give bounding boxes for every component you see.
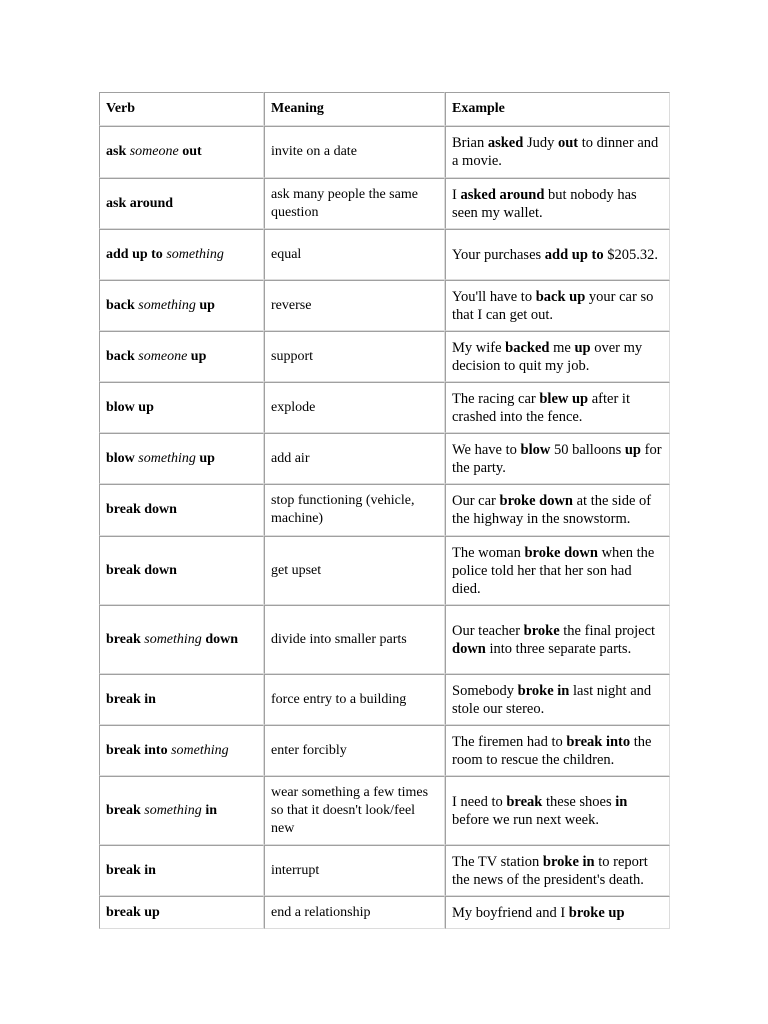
- example-text-segment: break into: [566, 733, 631, 750]
- example-text-segment: up: [574, 339, 591, 356]
- verb-text-segment: break in: [106, 862, 156, 878]
- example-text-segment: We have to: [452, 441, 521, 458]
- verb-text-segment: break down: [106, 502, 177, 517]
- verb-text-segment: break: [106, 802, 145, 818]
- example-text-segment: $205.32.: [603, 246, 658, 263]
- table-row: [99, 484, 670, 536]
- verb-text-segment: something: [144, 802, 202, 818]
- meaning-cell: enter forcibly: [264, 725, 445, 776]
- example-text-segment: broke down: [499, 493, 573, 509]
- table-row: [99, 536, 670, 605]
- example-cell: [445, 484, 670, 536]
- meaning-cell: add air: [264, 433, 445, 484]
- meaning-cell: end a relationship: [264, 896, 445, 929]
- verb-text-segment: up: [195, 450, 215, 466]
- header-meaning: Meaning: [264, 92, 445, 126]
- table-body: [99, 92, 670, 929]
- example-cell: [445, 331, 670, 382]
- example-text-segment: out: [557, 135, 579, 151]
- example-text-segment: 50 balloons: [550, 441, 625, 458]
- example-text-segment: down: [452, 640, 486, 657]
- example-text-segment: up: [624, 441, 641, 458]
- meaning-cell: wear something a few times so that it doesn't look/feel new: [264, 776, 445, 845]
- table-row: [99, 725, 670, 776]
- meaning-cell: invite on a date: [264, 126, 445, 178]
- example-text-segment: the final project: [559, 622, 656, 639]
- verb-text-segment: break up: [106, 904, 160, 920]
- example-text-segment: Somebody: [452, 682, 518, 699]
- verb-cell: [99, 674, 264, 725]
- example-text-segment: The TV station: [452, 853, 543, 870]
- verb-text-segment: break: [106, 631, 145, 647]
- verb-text-segment: something: [138, 297, 196, 313]
- verb-text-segment: blow: [106, 450, 139, 466]
- example-text-segment: broke up: [568, 904, 625, 921]
- example-text-segment: broke down: [524, 544, 598, 561]
- table-row: [99, 674, 670, 725]
- meaning-cell: ask many people the same question: [264, 178, 445, 229]
- example-cell: [445, 536, 670, 605]
- example-text-segment: Our teacher: [452, 622, 524, 639]
- verb-text-segment: break down: [106, 562, 177, 578]
- example-text-segment: broke: [523, 622, 560, 639]
- table-row: [99, 605, 670, 674]
- example-cell: [445, 896, 670, 929]
- example-text-segment: broke in: [542, 853, 595, 870]
- example-text-segment: me: [549, 339, 575, 356]
- example-text-segment: before we run next week.: [452, 811, 599, 828]
- example-text-segment: The firemen had to: [452, 733, 567, 750]
- verb-text-segment: down: [201, 631, 238, 647]
- verb-text-segment: out: [178, 144, 202, 159]
- verb-text-segment: something: [166, 246, 224, 262]
- example-cell: [445, 725, 670, 776]
- example-text-segment: to dinner and a movie.: [452, 135, 659, 169]
- example-text-segment: blow: [520, 441, 551, 458]
- example-text-segment: Brian: [452, 135, 488, 151]
- example-cell: [445, 126, 670, 178]
- example-cell: [445, 776, 670, 845]
- verb-text-segment: back: [106, 297, 139, 313]
- verb-cell: [99, 126, 264, 178]
- example-text-segment: at the side of the highway in the snowstorm.: [452, 493, 652, 527]
- table-row: [99, 331, 670, 382]
- example-text-segment: back up: [535, 288, 586, 305]
- verb-text-segment: up: [187, 348, 207, 364]
- example-text-segment: these shoes: [542, 793, 616, 810]
- verb-cell: [99, 605, 264, 674]
- example-text-segment: backed: [505, 339, 550, 356]
- example-cell: [445, 845, 670, 896]
- verb-cell: [99, 331, 264, 382]
- example-text-segment: but nobody has seen my wallet.: [452, 186, 637, 221]
- example-text-segment: for the party.: [452, 441, 662, 476]
- meaning-cell: divide into smaller parts: [264, 605, 445, 674]
- verb-text-segment: something: [144, 631, 202, 647]
- meaning-cell: reverse: [264, 280, 445, 331]
- example-cell: [445, 280, 670, 331]
- verb-text-segment: add up to: [106, 246, 167, 262]
- verb-text-segment: ask: [106, 144, 130, 159]
- table-row: [99, 776, 670, 845]
- example-cell: [445, 433, 670, 484]
- example-text-segment: in: [615, 793, 628, 810]
- verb-text-segment: up: [195, 297, 215, 313]
- example-cell: [445, 178, 670, 229]
- verb-cell: [99, 433, 264, 484]
- table-row: [99, 229, 670, 280]
- meaning-cell: stop functioning (vehicle, machine): [264, 484, 445, 536]
- table-row: [99, 280, 670, 331]
- example-text-segment: The racing car: [452, 390, 540, 407]
- example-text-segment: Judy: [523, 135, 558, 151]
- example-text-segment: My wife: [452, 339, 506, 356]
- meaning-cell: support: [264, 331, 445, 382]
- example-text-segment: asked: [487, 135, 524, 151]
- table-row: [99, 845, 670, 896]
- verb-text-segment: in: [201, 802, 217, 818]
- example-text-segment: the room to rescue the children.: [452, 733, 652, 768]
- example-text-segment: asked around: [460, 186, 545, 203]
- example-text-segment: to report the news of the president's death.: [452, 853, 648, 888]
- example-cell: [445, 605, 670, 674]
- example-text-segment: after it crashed into the fence.: [452, 390, 630, 425]
- verb-text-segment: blow up: [106, 399, 154, 415]
- table-row: [99, 433, 670, 484]
- header-verb: Verb: [99, 92, 264, 126]
- verb-text-segment: back: [106, 348, 139, 364]
- header-example: Example: [445, 92, 670, 126]
- table-row: [99, 382, 670, 433]
- example-text-segment: when the police told her that her son had died.: [452, 544, 655, 597]
- header-row: [99, 92, 670, 126]
- example-text-segment: over my decision to quit my job.: [452, 339, 643, 374]
- example-text-segment: You'll have to: [452, 288, 536, 305]
- verb-cell: [99, 896, 264, 929]
- example-text-segment: I: [452, 186, 461, 203]
- example-text-segment: broke in: [517, 682, 570, 699]
- verb-cell: [99, 536, 264, 605]
- example-text-segment: Your purchases: [452, 246, 545, 263]
- verb-text-segment: ask around: [106, 195, 174, 211]
- verb-text-segment: break into: [106, 742, 172, 758]
- verb-cell: [99, 484, 264, 536]
- verb-cell: [99, 229, 264, 280]
- table-row: [99, 178, 670, 229]
- verb-cell: [99, 776, 264, 845]
- verb-cell: [99, 845, 264, 896]
- example-cell: [445, 674, 670, 725]
- meaning-cell: equal: [264, 229, 445, 280]
- phrasal-verbs-table: [99, 92, 670, 929]
- meaning-cell: explode: [264, 382, 445, 433]
- verb-text-segment: someone: [138, 348, 188, 364]
- verb-text-segment: someone: [129, 144, 179, 159]
- example-text-segment: I need to: [452, 793, 507, 810]
- example-text-segment: into three separate parts.: [485, 640, 632, 657]
- verb-cell: [99, 178, 264, 229]
- example-text-segment: your car so that I can get out.: [452, 288, 654, 323]
- example-cell: [445, 229, 670, 280]
- example-text-segment: last night and stole our stereo.: [452, 682, 652, 717]
- meaning-cell: get upset: [264, 536, 445, 605]
- meaning-cell: interrupt: [264, 845, 445, 896]
- verb-cell: [99, 280, 264, 331]
- example-text-segment: add up to: [544, 246, 604, 263]
- example-cell: [445, 382, 670, 433]
- verb-text-segment: something: [138, 450, 196, 466]
- example-text-segment: blew up: [539, 390, 589, 407]
- verb-text-segment: something: [171, 742, 229, 758]
- verb-cell: [99, 382, 264, 433]
- verb-cell: [99, 725, 264, 776]
- example-text-segment: Our car: [452, 493, 500, 509]
- meaning-cell: force entry to a building: [264, 674, 445, 725]
- example-text-segment: break: [506, 793, 543, 810]
- example-text-segment: My boyfriend and I: [452, 904, 569, 921]
- table-row: [99, 126, 670, 178]
- verb-text-segment: break in: [106, 691, 156, 707]
- example-text-segment: The woman: [452, 544, 525, 561]
- table-row: [99, 896, 670, 929]
